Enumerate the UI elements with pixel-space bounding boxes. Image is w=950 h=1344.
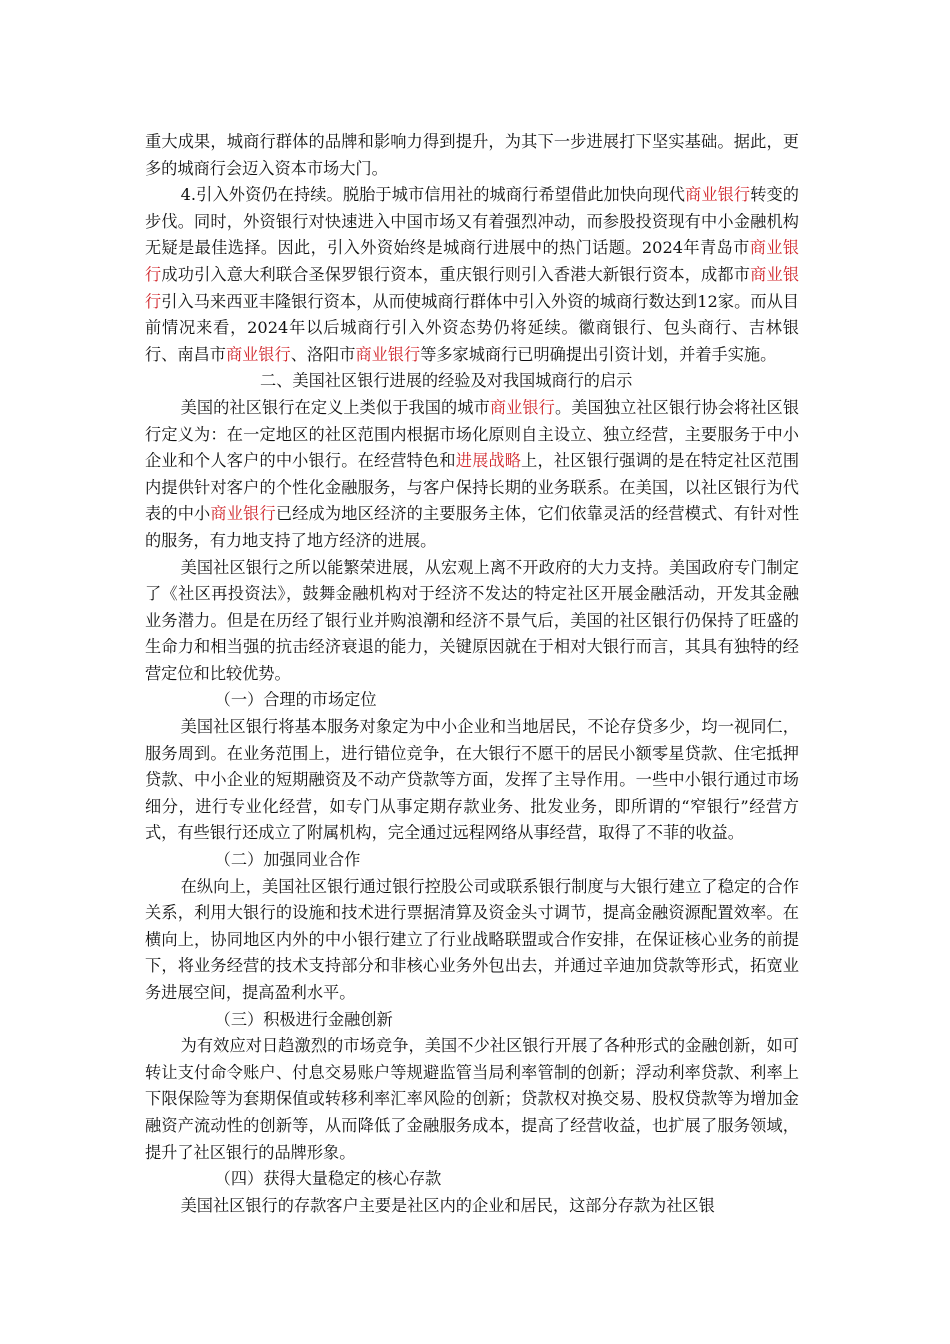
body-paragraph (145, 395, 799, 555)
highlighted-term: 进展战略 (455, 451, 522, 471)
body-paragraph (145, 1033, 799, 1166)
text-run: （四）获得大量稳定的核心存款 (214, 1169, 442, 1189)
text-run: 二、美国社区银行进展的经验及对我国城商行的启示 (260, 371, 633, 391)
subsection-heading (145, 687, 799, 714)
text-run: 美国社区银行将基本服务对象定为中小企业和当地居民，不论存贷多少，均一视同仁，服务周到。在业务范围上，进行错位竞争，在大银行不愿干的居民小额零星贷款、住宅抵押贷款、中小企业的短期融资及不动产贷款等方面，发挥了主导作用。一些中小银行通过市场细分，进行专业化经营，如专门从事定期存款业务、批发业务，即所谓的“窄银行”经营方式，有些银行还成立了附属机构，完全通过远程网络从事经营，取得了不菲的收益。 (145, 717, 799, 843)
text-run: 重大成果，城商行群体的品牌和影响力得到提升，为其下一步进展打下坚实基础。据此，更多的城商行会迈入资本市场大门。 (145, 132, 799, 178)
text-run: 、洛阳市 (290, 344, 356, 364)
text-run: （一）合理的市场定位 (214, 690, 377, 710)
highlighted-term: 商业银行 (145, 264, 800, 311)
highlighted-term: 商业银行 (145, 238, 799, 284)
text-run: 美国社区银行的存款客户主要是社区内的企业和居民，这部分存款为社区银 (180, 1195, 715, 1215)
highlighted-term: 商业银行 (355, 344, 421, 364)
text-run: 4.引入外资仍在持续。脱胎于城市信用社的城商行希望借此加快向现代 (180, 185, 686, 205)
text-run: 引入马来西亚丰隆银行资本，从而使城商行群体中引入外资的城商行数达到12家。而从目前情况来看，2024年以后城商行引入外资态势仍将延续。徽商银行、包头商行、吉林银行、南昌市 (145, 291, 799, 364)
body-paragraph (145, 182, 799, 368)
highlighted-term: 商业银行 (225, 344, 291, 364)
highlighted-term: 商业银行 (210, 504, 276, 524)
body-paragraph (145, 1193, 799, 1220)
text-run: 为有效应对日趋激烈的市场竞争，美国不少社区银行开展了各种形式的金融创新，如可转让支付命令账户、付息交易账户等规避监管当局利率管制的创新；浮动利率贷款、利率上下限保险等为套期保值或转移利率汇率风险的创新；贷款权对换交易、股权贷款等为增加金融资产流动性的创新等，从而降低了金融服务成本，提高了经营收益，也扩展了服务领域，提升了社区银行的品牌形象。 (145, 1036, 799, 1162)
text-run: （三）积极进行金融创新 (214, 1009, 393, 1029)
subsection-heading (145, 847, 799, 874)
body-paragraph (145, 874, 799, 1007)
body-paragraph (145, 555, 799, 688)
text-run: 转变的步伐。同时，外资银行对快速进入中国市场又有着强烈冲动，而参股投资现有中小金融机构无疑是最佳选择。因此，引入外资始终是城商行进展中的热门话题。2024年青岛市 (145, 185, 799, 258)
body-paragraph (145, 129, 799, 182)
highlighted-term: 商业银行 (685, 185, 751, 205)
text-run: （二）加强同业合作 (214, 850, 361, 870)
highlighted-term: 商业银行 (489, 397, 555, 417)
text-run: 美国社区银行之所以能繁荣进展，从宏观上离不开政府的大力支持。美国政府专门制定了《社区再投资法》，鼓舞金融机构对于经济不发达的特定社区开展金融活动，开发其金融业务潜力。但是在历经了银行业并购浪潮和经济不景气后，美国的社区银行仍保持了旺盛的生命力和相当强的抗击经济衰退的能力，关键原因就在于相对大银行而言，其具有独特的经营定位和比较优势。 (145, 557, 799, 683)
body-paragraph (145, 714, 799, 847)
text-run: 美国的社区银行在定义上类似于我国的城市 (180, 397, 490, 417)
section-heading (145, 368, 799, 395)
subsection-heading (145, 1007, 799, 1034)
text-run: 成功引入意大利联合圣保罗银行资本，重庆银行则引入香港大新银行资本，成都市 (161, 264, 751, 284)
text-run: 已经成为地区经济的主要服务主体，它们依靠灵活的经营模式、有针对性的服务，有力地支持了地方经济的进展。 (145, 504, 800, 550)
text-run: 。美国独立社区银行协会将社区银行定义为：在一定地区的社区范围内根据市场化原则自主设立、独立经营，主要服务于中小企业和个人客户的中小银行。在经营特色和 (145, 397, 800, 471)
document-page (145, 129, 799, 1219)
text-run: 上，社区银行强调的是在特定社区范围内提供针对客户的个性化金融服务，与客户保持长期的业务联系。在美国，以社区银行为代表的中小 (145, 451, 800, 524)
text-run: 等多家城商行已明确提出引资计划，并着手实施。 (420, 344, 777, 364)
subsection-heading (145, 1166, 799, 1193)
text-run: 在纵向上，美国社区银行通过银行控股公司或联系银行制度与大银行建立了稳定的合作关系，利用大银行的设施和技术进行票据清算及资金头寸调节，提高金融资源配置效率。在横向上，协同地区内外的中小银行建立了行业战略联盟或合作安排，在保证核心业务的前提下，将业务经营的技术支持部分和非核心业务外包出去，并通过辛迪加贷款等形式，拓宽业务进展空间，提高盈利水平。 (145, 876, 799, 1002)
